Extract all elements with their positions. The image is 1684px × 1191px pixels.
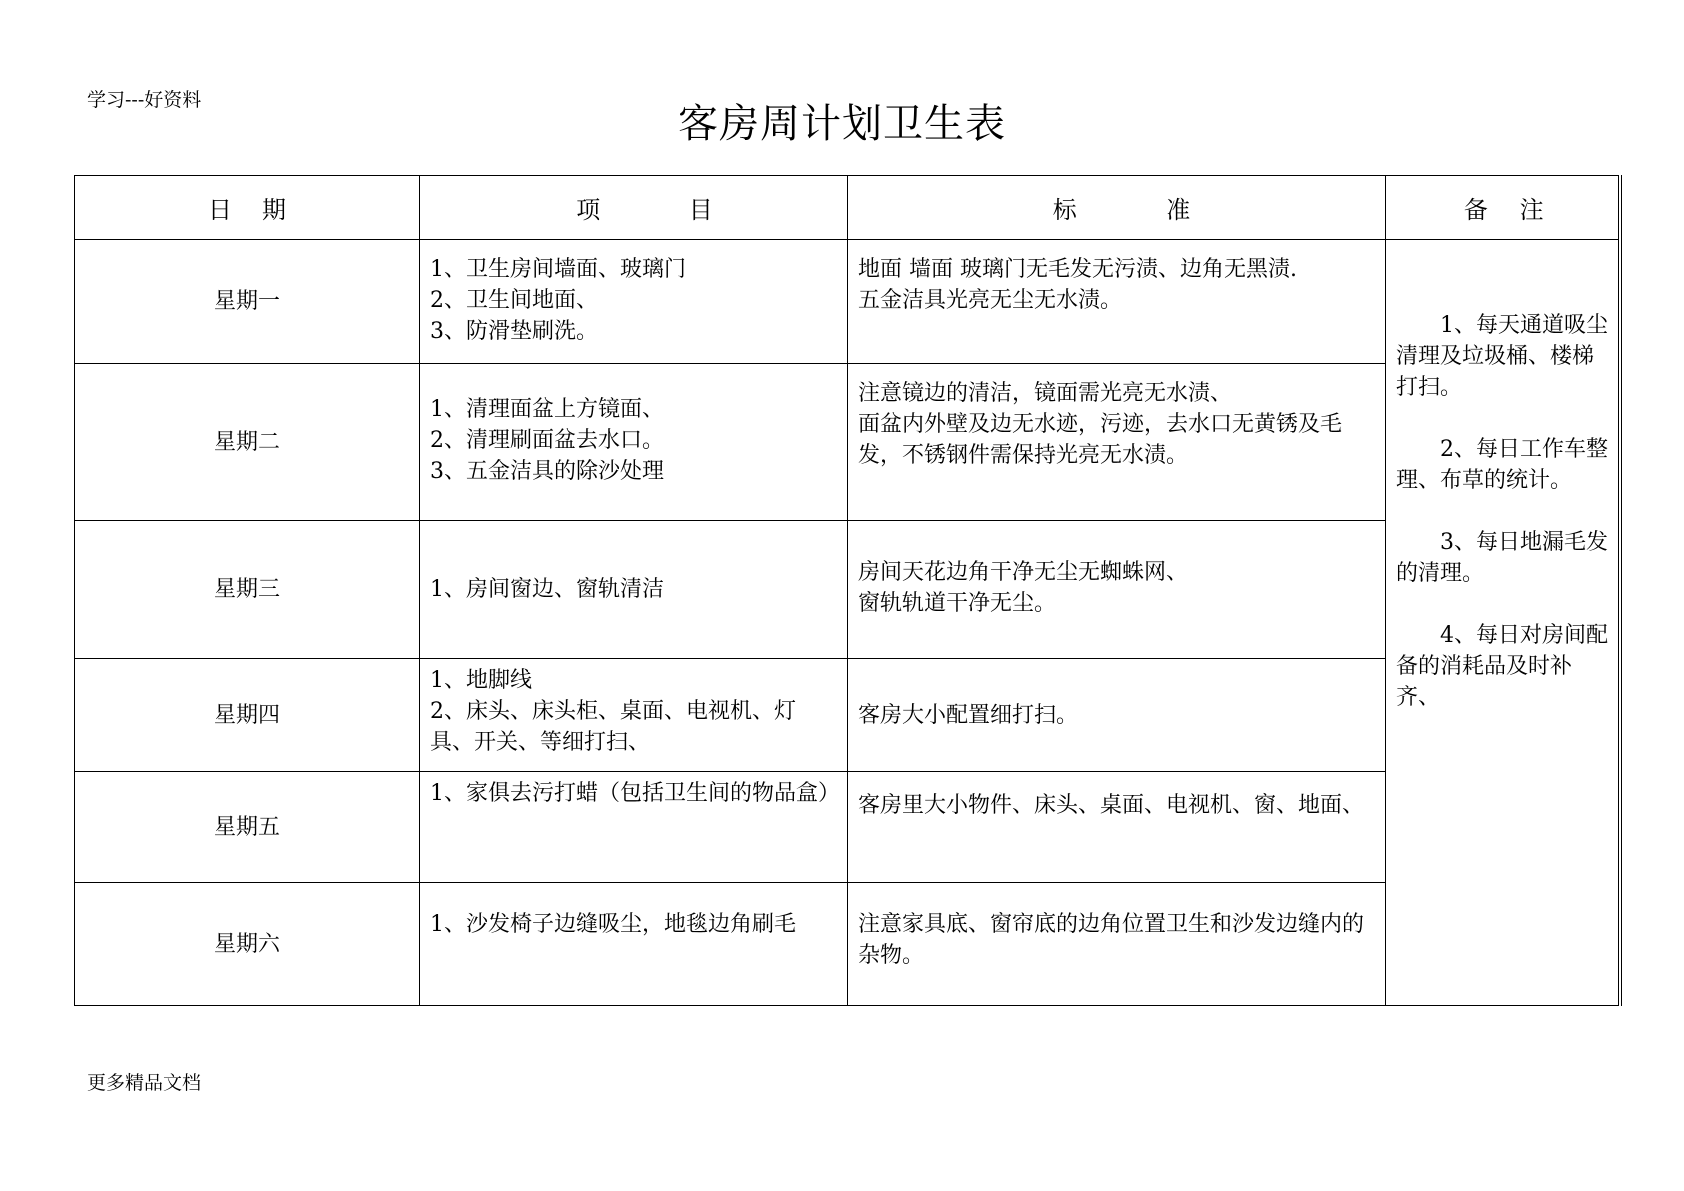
column-header-note-char: 备: [1463, 196, 1488, 224]
standard-cell: [848, 772, 1386, 883]
item-line: 1、清理面盆上方镜面、: [430, 397, 664, 422]
day-cell: 星期三: [75, 521, 420, 659]
items-cell: [420, 240, 848, 364]
standard-line: 房间天花边角干净无尘无蜘蛛网、: [858, 560, 1189, 585]
standard-cell: [848, 659, 1386, 772]
column-header-note-char: 注: [1519, 196, 1544, 224]
items-cell: [420, 364, 848, 521]
standard-line: 面盆内外壁及边无水迹，污迹，去水口无黄锈及毛发，不锈钢件需保持光亮无水渍。: [858, 412, 1343, 468]
header-note: 学习---好资料: [87, 89, 202, 111]
item-line: 2、卫生间地面、: [430, 288, 598, 313]
item-line: 1、沙发椅子边缝吸尘，地毯边角刷毛: [430, 912, 796, 937]
standard-cell: [848, 521, 1386, 659]
day-cell: 星期五: [75, 772, 420, 883]
standard-line: 地面 墙面 玻璃门无毛发无污渍、边角无黑渍.: [858, 257, 1297, 282]
item-line: 2、清理刷面盆去水口。: [430, 428, 664, 453]
items-cell: [420, 659, 848, 772]
standard-cell: [848, 883, 1386, 1006]
item-line: 1、卫生房间墙面、玻璃门: [430, 257, 686, 282]
items-cell: [420, 772, 848, 883]
item-line: 3、防滑垫刷洗。: [430, 319, 598, 344]
note-item: 2、每日工作车整理、布草的统计。: [1396, 437, 1608, 493]
day-cell: 星期二: [75, 364, 420, 521]
standard-line: 五金洁具光亮无尘无水渍。: [858, 288, 1123, 313]
standard-line: 客房里大小物件、床头、桌面、电视机、窗、地面、: [858, 793, 1365, 818]
footer-note: 更多精品文档: [87, 1072, 202, 1094]
column-header-standard-char: 标: [1052, 196, 1077, 224]
note-item: 3、每日地漏毛发的清理。: [1396, 530, 1608, 586]
item-line: 3、五金洁具的除沙处理: [430, 459, 664, 484]
note-item: 4、每日对房间配备的消耗品及时补齐、: [1396, 623, 1608, 710]
column-header-date-char: 期: [262, 196, 286, 224]
day-cell: 星期六: [75, 883, 420, 1006]
standard-line: 窗轨轨道干净无尘。: [858, 591, 1057, 616]
column-header-standard-char: 准: [1166, 196, 1191, 224]
item-line: 1、地脚线: [430, 668, 532, 693]
day-cell: 星期一: [75, 240, 420, 364]
cleaning-schedule-table: [74, 175, 1622, 1006]
item-line: 1、家俱去污打蜡（包括卫生间的物品盒）: [430, 781, 840, 806]
note-item: 1、每天通道吸尘清理及垃圾桶、楼梯打扫。: [1396, 313, 1608, 400]
column-header-item-char: 目: [688, 196, 713, 224]
item-line: 1、房间窗边、窗轨清洁: [430, 577, 664, 602]
column-header-date: [75, 176, 420, 240]
column-header-item-char: 项: [576, 196, 601, 224]
column-header-standard: [848, 176, 1386, 240]
standard-line: 注意家具底、窗帘底的边角位置卫生和沙发边缝内的杂物。: [858, 912, 1365, 968]
standard-line: 注意镜边的清洁，镜面需光亮无水渍、: [858, 381, 1233, 406]
items-cell: [420, 521, 848, 659]
table-header-row: [75, 176, 1620, 240]
table-row: [75, 240, 1620, 364]
standard-cell: [848, 364, 1386, 521]
day-cell: 星期四: [75, 659, 420, 772]
items-cell: [420, 883, 848, 1006]
standard-line: 客房大小配置细打扫。: [858, 702, 1079, 728]
column-header-date-char: 日: [208, 196, 232, 224]
notes-cell: [1386, 240, 1620, 1006]
page-title: 客房周计划卫生表: [678, 101, 1006, 147]
item-line: 2、床头、床头柜、桌面、电视机、灯具、开关、等细打扫、: [430, 699, 796, 755]
column-header-item: [420, 176, 848, 240]
column-header-note: [1386, 176, 1620, 240]
standard-cell: [848, 240, 1386, 364]
